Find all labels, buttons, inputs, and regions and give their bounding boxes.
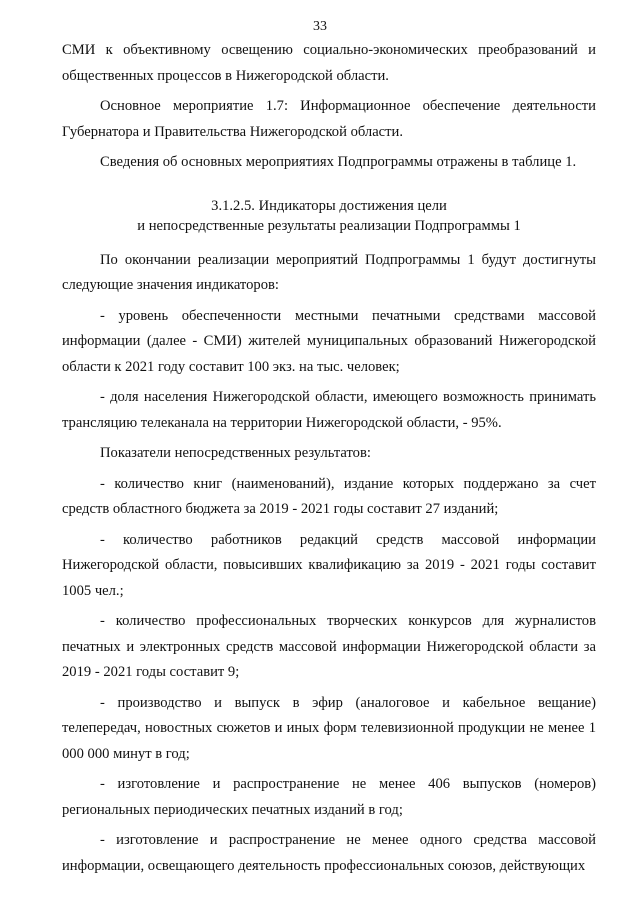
section-heading-line-1: 3.1.2.5. Индикаторы достижения цели [211, 197, 447, 214]
result-item: - количество книг (наименований), издание которых поддержано за счет средств областного бюджета за 2019 - 2021 годы составит 27 изданий; [62, 475, 596, 517]
result-item: - изготовление и распространение не менее 406 выпусков (номеров) региональных периодических печатных изданий в год; [62, 776, 596, 818]
results-lead: Показатели непосредственных результатов: [100, 445, 371, 461]
indicator-item: - доля населения Нижегородской области, имеющего возможность принимать трансляцию телеканала на территории Нижегородской области, - 95%. [62, 389, 596, 431]
intro-paragraph-continued: СМИ к объективному освещению социально-экономических преобразований и общественных процессов в Нижегородской области. [62, 42, 596, 84]
result-item: - изготовление и распространение не менее одного средства массовой информации, освещающего деятельность профессиональных союзов, действующих [62, 832, 596, 874]
section-heading-line-2: и непосредственные результаты реализации Подпрограммы 1 [137, 217, 521, 234]
result-item: - количество профессиональных творческих конкурсов для журналистов печатных и электронных средств массовой информации Нижегородской области за 2019 - 2021 годы составит 9; [62, 613, 596, 680]
document-body [62, 38, 596, 879]
result-item: - количество работников редакций средств массовой информации Нижегородской области, повысивших квалификацию за 2019 - 2021 годы составит 1005 чел.; [62, 531, 596, 599]
indicator-item: - уровень обеспеченности местными печатными средствами массовой информации (далее - СМИ) жителей муниципальных образований Нижегородской области к 2021 году составит 100 экз. на тыс. человек; [62, 307, 596, 375]
intro-paragraph-table-reference: Сведения об основных мероприятиях Подпрограммы отражены в таблице 1. [100, 154, 577, 170]
page-number: 33 [313, 19, 327, 34]
result-item: - производство и выпуск в эфир (аналоговое и кабельное вещание) телепередач, новостных сюжетов и иных форм телевизионной продукции не менее 1 000 000 минут в год; [62, 694, 596, 762]
intro-paragraph-main-activity: Основное мероприятие 1.7: Информационное обеспечение деятельности Губернатора и Правительства Нижегородской области. [62, 98, 596, 140]
indicators-lead: По окончании реализации мероприятий Подпрограммы 1 будут достигнуты следующие значения индикаторов: [62, 251, 596, 293]
section-heading [62, 196, 596, 236]
